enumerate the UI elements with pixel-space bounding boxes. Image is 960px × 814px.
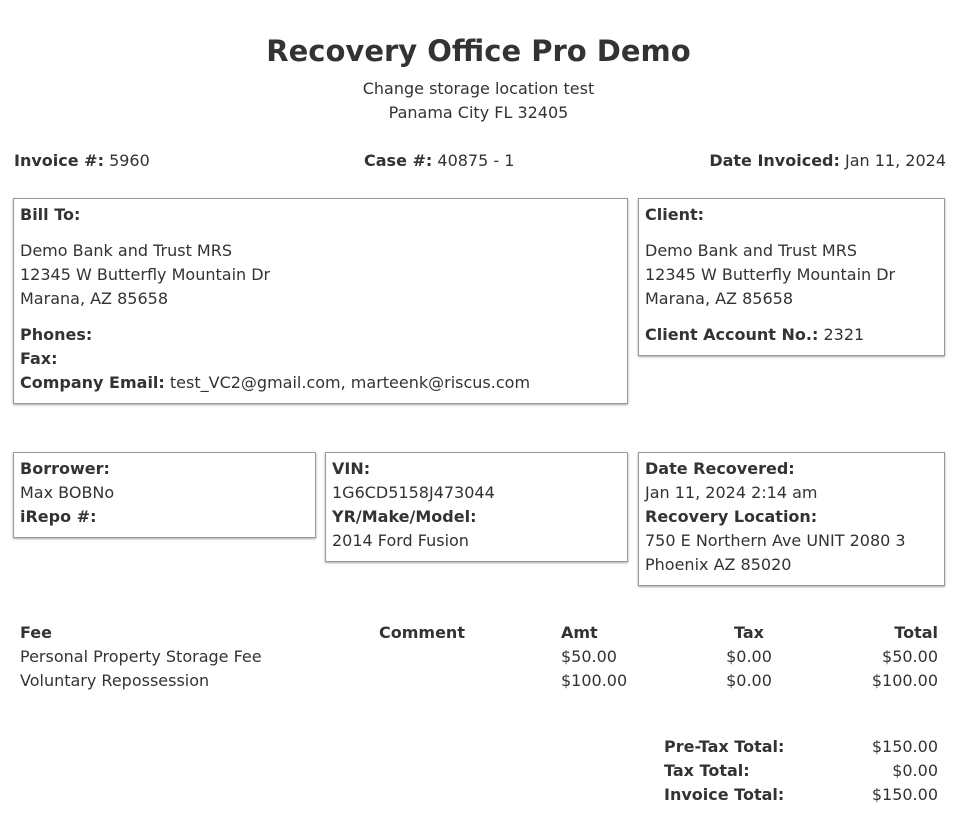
fee-row-1-tax: $0.00 <box>726 647 772 666</box>
client-address1: 12345 W Butterfly Mountain Dr <box>645 265 896 284</box>
model-value: 2014 Ford Fusion <box>332 531 469 550</box>
company-name: Recovery Office Pro Demo <box>266 34 691 68</box>
bill-to-email <box>20 371 621 395</box>
bill-to-heading: Bill To: <box>20 205 81 224</box>
amt-column-header: Amt <box>561 623 598 642</box>
client-heading: Client: <box>645 205 704 224</box>
date-invoiced-value: Jan 11, 2024 <box>845 151 946 170</box>
date-recovered-value: Jan 11, 2024 2:14 am <box>645 483 818 502</box>
vehicle-box <box>325 452 628 562</box>
client-account-label: Client Account No.: <box>645 325 819 344</box>
recovery-address1: 750 E Northern Ave UNIT 2080 3 <box>645 531 906 550</box>
tax-total-value: $0.00 <box>892 761 938 780</box>
pretax-total-value: $150.00 <box>871 737 938 756</box>
date-invoiced <box>709 149 946 173</box>
tax-column-header: Tax <box>734 623 764 642</box>
invoice-total-value: $150.00 <box>871 785 938 804</box>
vin-value: 1G6CD5158J473044 <box>332 483 495 502</box>
fee-column-header: Fee <box>20 623 52 642</box>
client-account-value: 2321 <box>823 325 865 344</box>
date-recovered-label: Date Recovered: <box>645 459 795 478</box>
company-address-line2: Panama City FL 32405 <box>388 103 569 122</box>
borrower-heading: Borrower: <box>20 459 110 478</box>
case-number-label: Case #: <box>364 151 433 170</box>
case-number-value: 40875 - 1 <box>437 151 515 170</box>
invoice-number <box>14 149 150 173</box>
bill-to-fax-label: Fax: <box>20 349 58 368</box>
vin-label: VIN: <box>332 459 371 478</box>
model-label: YR/Make/Model: <box>332 507 477 526</box>
client-address2: Marana, AZ 85658 <box>645 289 793 308</box>
tax-total-label: Tax Total: <box>664 761 750 780</box>
client-name: Demo Bank and Trust MRS <box>645 241 857 260</box>
bill-to-address2: Marana, AZ 85658 <box>20 289 168 308</box>
bill-to-name: Demo Bank and Trust MRS <box>20 241 232 260</box>
fee-row-2-fee: Voluntary Repossession <box>20 671 210 690</box>
fee-row-1-fee: Personal Property Storage Fee <box>20 647 262 666</box>
bill-to-box <box>13 198 628 404</box>
invoice-total-label: Invoice Total: <box>664 785 785 804</box>
invoice-number-value: 5960 <box>109 151 150 170</box>
bill-to-phones-label: Phones: <box>20 325 93 344</box>
pretax-total-label: Pre-Tax Total: <box>664 737 785 756</box>
fee-row-1-amt: $50.00 <box>561 647 617 666</box>
company-address-line1: Change storage location test <box>362 79 595 98</box>
fee-row-2-tax: $0.00 <box>726 671 772 690</box>
recovery-box <box>638 452 945 586</box>
bill-to-address1: 12345 W Butterfly Mountain Dr <box>20 265 271 284</box>
client-box <box>638 198 945 356</box>
borrower-name: Max BOBNo <box>20 483 115 502</box>
client-account <box>645 323 938 347</box>
fee-row-2-amt: $100.00 <box>561 671 628 690</box>
bill-to-email-label: Company Email: <box>20 373 165 392</box>
recovery-location-label: Recovery Location: <box>645 507 818 526</box>
recovery-address2: Phoenix AZ 85020 <box>645 555 792 574</box>
bill-to-email-value: test_VC2@gmail.com, marteenk@riscus.com <box>169 373 531 392</box>
invoice-number-label: Invoice #: <box>14 151 104 170</box>
case-number <box>364 149 514 173</box>
borrower-box <box>13 452 316 538</box>
fee-row-1-total: $50.00 <box>882 647 938 666</box>
total-column-header: Total <box>894 623 938 642</box>
irepo-label: iRepo #: <box>20 507 97 526</box>
date-invoiced-label: Date Invoiced: <box>709 151 840 170</box>
comment-column-header: Comment <box>379 623 465 642</box>
fee-row-2-total: $100.00 <box>871 671 938 690</box>
